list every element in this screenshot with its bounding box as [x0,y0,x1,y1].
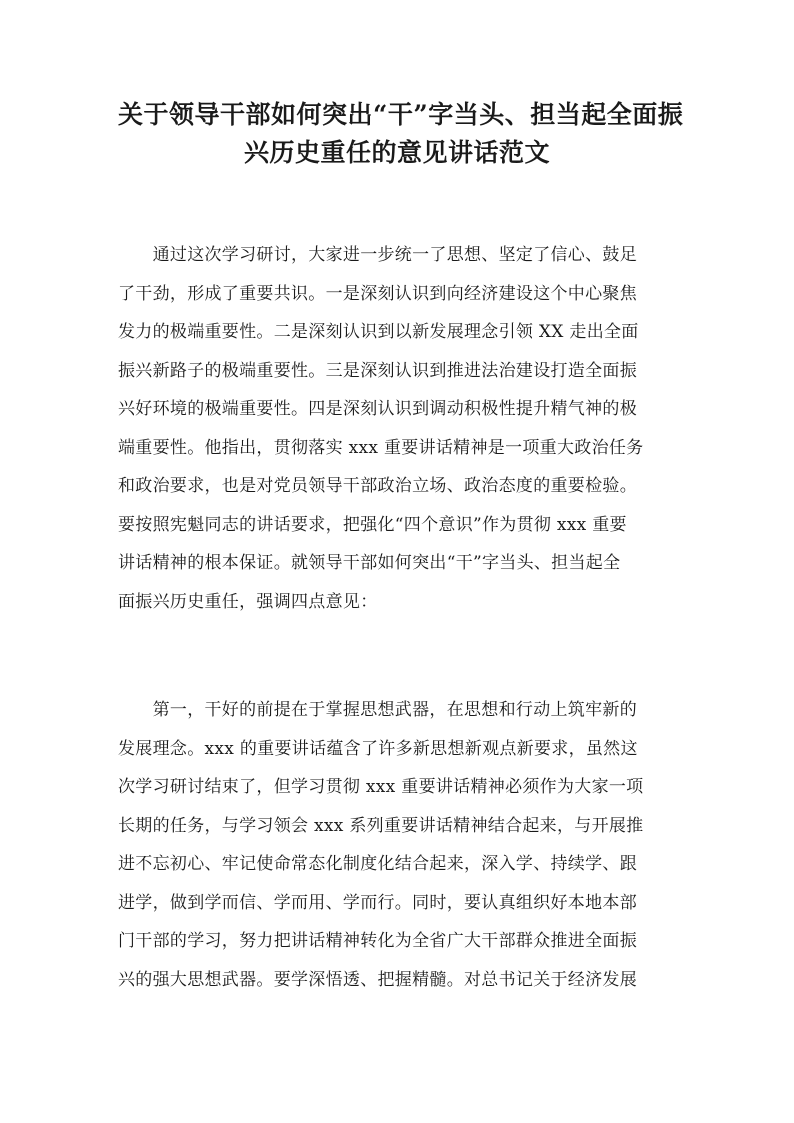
text-line: 发展理念。xxx 的重要讲话蕴含了许多新思想新观点新要求，虽然这 [118,738,638,759]
text-line: 第一，干好的前提在于掌握思想武器，在思想和行动上筑牢新的 [118,700,637,720]
text-line: 进不忘初心、牢记使命常态化制度化结合起来，深入学、持续学、跟 [118,854,637,874]
text-line: 振兴新路子的极端重要性。三是深刻认识到推进法治建设打造全面振 [118,360,637,381]
text-line: 兴好环境的极端重要性。四是深刻认识到调动积极性提升精气神的极 [118,399,637,419]
paragraph-point-one [118,691,678,999]
text-line: 面振兴历史重任，强调四点意见： [118,591,378,612]
document-title [118,96,684,172]
text-line: 次学习研讨结束了，但学习贯彻 xxx 重要讲话精神必须作为大家一项 [118,777,644,797]
paragraph-intro [118,236,678,621]
text-line: 讲话精神的根本保证。就领导干部如何突出“干”字当头、担当起全 [118,553,621,573]
text-line: 和政治要求，也是对党员领导干部政治立场、政治态度的重要检验。 [118,476,637,496]
title-line: 关于领导干部如何突出“干”字当头、担当起全面振 [118,100,684,129]
text-line: 进学，做到学而信、学而用、学而行。同时，要认真组织好本地本部 [118,892,637,913]
text-line: 兴的强大思想武器。要学深悟透、把握精髓。对总书记关于经济发展 [118,969,637,990]
text-line: 长期的任务，与学习领会 xxx 系列重要讲话精神结合起来，与开展推 [118,815,644,836]
title-line: 兴历史重任的意见讲话范文 [243,138,550,167]
text-line: 门干部的学习，努力把讲话精神转化为全省广大干部群众推进全面振 [118,931,637,951]
text-line: 发力的极端重要性。二是深刻认识到以新发展理念引领 XX 走出全面 [118,322,639,342]
text-line: 了干劲，形成了重要共识。一是深刻认识到向经济建设这个中心聚焦 [118,283,637,304]
text-line: 端重要性。他指出，贯彻落实 xxx 重要讲话精神是一项重大政治任务 [118,437,644,458]
text-line: 要按照宪魁同志的讲话要求，把强化“四个意识”作为贯彻 xxx 重要 [118,514,627,535]
text-line: 通过这次学习研讨，大家进一步统一了思想、坚定了信心、鼓足 [118,245,637,265]
